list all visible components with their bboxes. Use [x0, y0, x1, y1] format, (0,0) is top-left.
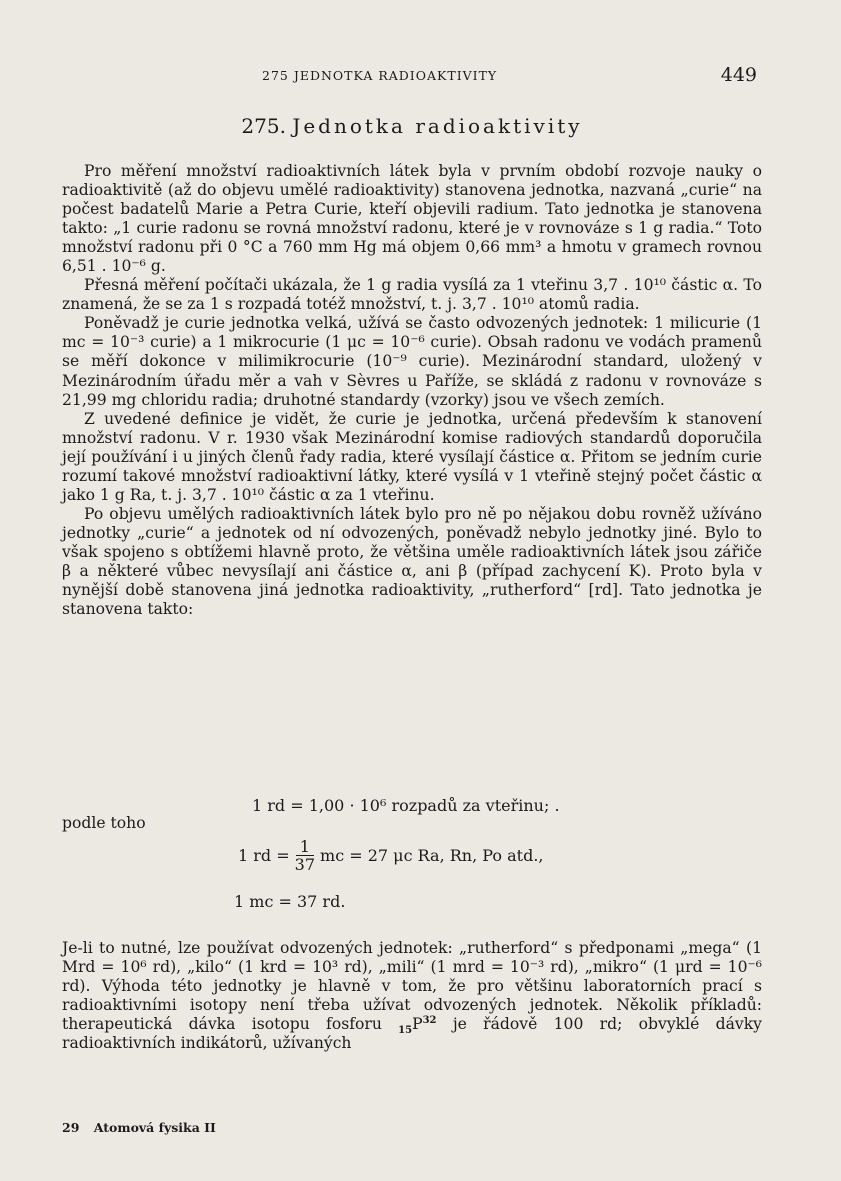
section-number: 275.: [241, 114, 286, 138]
paragraph: Přesná měření počítači ukázala, že 1 g radia vysílá za 1 vteřinu 3,7 . 10¹⁰ částic α. To znamená, že se za 1 s rozpadá totéž množství, t. j. 3,7 . 10¹⁰ atomů radia.: [62, 276, 762, 314]
formula-text: 1 mc = 37 rd.: [234, 892, 346, 911]
running-title: 275 JEDNOTKA RADIOAKTIVITY: [262, 68, 498, 83]
fraction-numerator: 1: [299, 837, 310, 856]
body-text: [62, 162, 762, 619]
paragraph: Z uvedené definice je vidět, že curie je jednotka, určená především k stanovení množství radonu. V r. 1930 však Mezinárodní komise radiových standardů doporučila její používání i u jiných členů řady radia, které vysílají částice α. Přitom se jedním curie rozumí takové množství radioaktivní látky, které vysílá v 1 vteřině stejný počet částic α jako 1 g Ra, t. j. 3,7 . 10¹⁰ částic α za 1 vteřinu.: [62, 409, 762, 504]
book-title: Atomová fysika II: [93, 1120, 216, 1135]
isotope-symbol: P: [412, 1015, 423, 1034]
fraction: [295, 838, 315, 873]
isotope-mass-number: 32: [422, 1015, 437, 1026]
paragraph: Pro měření množství radioaktivních látek byla v prvním období rozvoje nauky o radioaktivitě (až do objevu umělé radioaktivity) stanovena jednotka, nazvaná „curie“ na počest badatelů Marie a Petra Curie, kteří objevili radium. Tato jednotka je stanovena takto: „1 curie radonu se rovná množství radonu, které je v rovnováze s 1 g radia.“ Toto množství radonu při 0 °C a 760 mm Hg má objem 0,66 mm³ a hmotu v gramech rovnou 6,51 . 10⁻⁶ g.: [62, 162, 762, 276]
closing-paragraph: [62, 939, 762, 1053]
label-podle-toho: podle toho: [62, 814, 146, 832]
page-number: 449: [720, 64, 757, 86]
formula-rd-mc: [238, 838, 543, 873]
paragraph: Po objevu umělých radioaktivních látek bylo pro ně po nějakou dobu rovněž užíváno jednotky „curie“ a jednotek od ní odvozených, poněvadž nebylo jednotky jiné. Bylo to však spojeno s obtížemi hlavně proto, že většina uměle radioaktivních látek jsou zářiče β a některé vůbec nevysílají ani částice α, ani β (případ zachycení K). Proto byla v nynější době stanovena jiná jednotka radioaktivity, „rutherford“ [rd]. Tato jednotka je stanovena takto:: [62, 504, 762, 619]
paragraph: Poněvadž je curie jednotka velká, užívá se často odvozených jednotek: 1 milicurie (1 mc = 10⁻³ curie) a 1 mikrocurie (1 μc = 10⁻⁶ curie). Obsah radonu ve vodách pramenů se měří dokonce v milimikrocurie (10⁻⁹ curie). Mezinárodní standard, uložený v Mezinárodním úřadu měr a vah v Sèvres u Paříže, se skládá z radonu v rovnováze s 21,99 mg chloridu radia; druhotné standardy (vzorky) jsou ve všech zemích.: [62, 314, 762, 409]
closing-main: Je-li to nutné, lze používat odvozených jednotek: „rutherford“ s předponami „mega“ (1 Mrd = 10⁶ rd), „kilo“ (1 krd = 10³ rd), „mili“ (1 mrd = 10⁻³ rd), „mikro“ (1 μrd = 10⁻⁶ rd). Výhoda této jednotky je hlavně v tom, že pro většinu laboratorních prací s radioaktivními isotopy není třeba užívat odvozených jednotek. Několik příkladů: therapeutická dávka isotopu fosforu: [62, 939, 762, 1034]
section-title-text: Jednotka radioaktivity: [292, 114, 583, 138]
fraction-denominator: 37: [294, 855, 316, 874]
formula-mc-rd: [234, 892, 345, 911]
section-heading: [62, 114, 762, 138]
formula-lhs: 1 rd =: [238, 846, 290, 865]
isotope-atomic-number: 15: [398, 1025, 413, 1037]
page-footer: [62, 1120, 216, 1135]
formula-text: 1 rd = 1,00 · 10⁶ rozpadů za vteřinu; .: [252, 796, 560, 815]
closing-text: [62, 939, 762, 1053]
formula-rd-definition: [252, 796, 560, 815]
formula-rhs: mc = 27 μc Ra, Rn, Po atd.,: [320, 846, 544, 865]
signature-number: 29: [62, 1120, 80, 1135]
closing-tail: je řádově 100 rd; obvyklé dávky radioaktivních indikátorů, užívaných: [62, 1015, 762, 1053]
